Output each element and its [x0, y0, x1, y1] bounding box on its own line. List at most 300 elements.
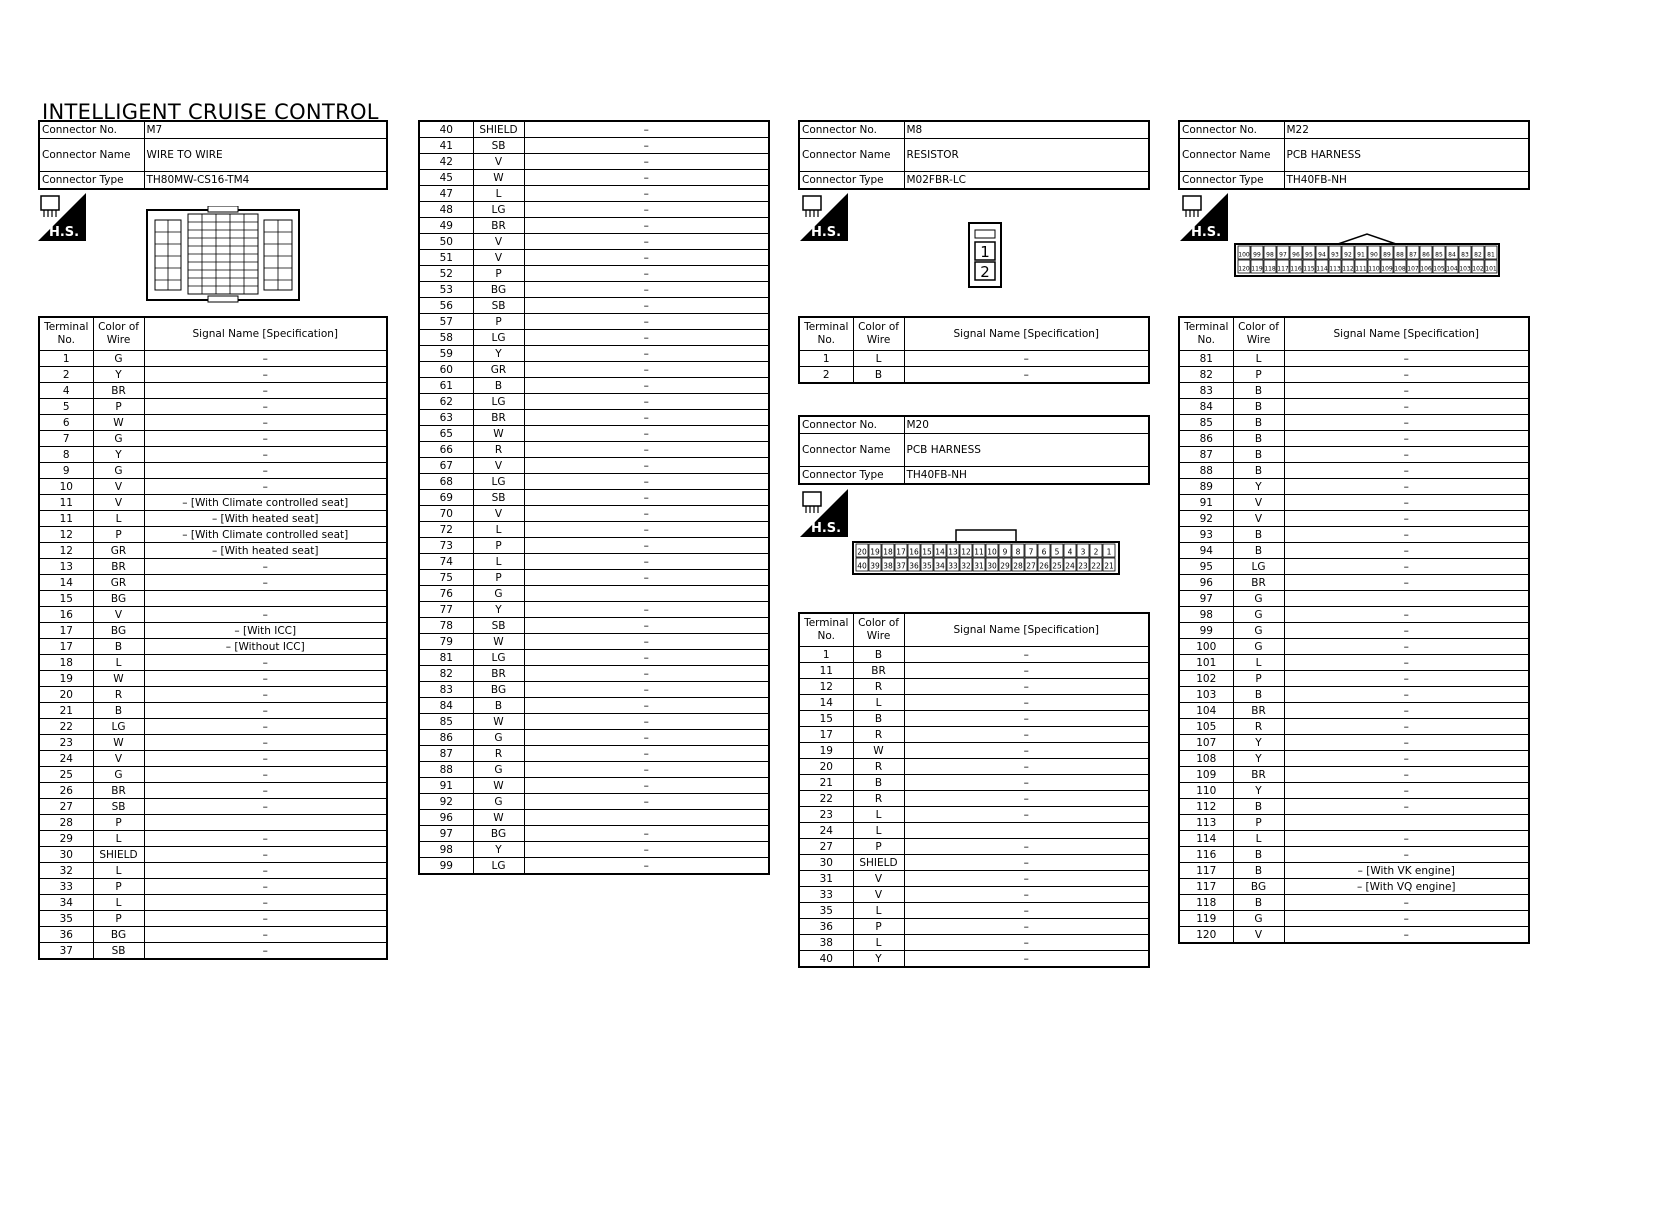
connector-pin-label: 14	[935, 547, 945, 557]
table-row	[799, 839, 1149, 855]
terminal-no-cell: 14	[799, 695, 853, 711]
signal-name-cell: –	[524, 778, 769, 794]
wire-color-cell: L	[1233, 351, 1284, 367]
terminal-no-cell: 12	[799, 679, 853, 695]
wire-color-cell: V	[853, 871, 904, 887]
signal-name-cell: –	[144, 431, 387, 447]
m22-terminal-rows	[1179, 351, 1529, 944]
signal-name-cell: –	[904, 919, 1149, 935]
table-row	[419, 778, 769, 794]
terminal-no-cell: 33	[39, 879, 93, 895]
connector-pin-label: 7	[1028, 547, 1034, 557]
connector-pin-label: 11	[974, 547, 984, 557]
connector-pin-label: 82	[1474, 251, 1482, 259]
m7-terminal-rows	[39, 351, 387, 960]
signal-name-cell: –	[524, 121, 769, 138]
wire-color-cell: SB	[93, 943, 144, 960]
connector-pin-label: 22	[1091, 561, 1101, 571]
table-row	[1179, 527, 1529, 543]
terminal-no-cell: 87	[419, 746, 473, 762]
signal-name-cell: –	[1284, 447, 1529, 463]
table-row	[799, 743, 1149, 759]
wire-color-cell: L	[853, 823, 904, 839]
signal-name-cell: –	[904, 695, 1149, 711]
wire-color-cell: P	[93, 815, 144, 831]
signal-name-cell: –	[144, 399, 387, 415]
table-row	[419, 474, 769, 490]
table-row	[39, 527, 387, 543]
wire-color-cell: R	[93, 687, 144, 703]
m7-continued-panel	[418, 120, 770, 875]
signal-name-cell: –	[144, 927, 387, 943]
terminal-no-cell: 69	[419, 490, 473, 506]
m7-terminal-table	[38, 316, 388, 960]
wire-color-cell: L	[1233, 831, 1284, 847]
terminal-no-cell: 85	[419, 714, 473, 730]
table-row	[419, 138, 769, 154]
terminal-no-cell: 7	[39, 431, 93, 447]
signal-name-cell: –	[144, 703, 387, 719]
terminal-no-cell: 10	[39, 479, 93, 495]
wire-color-cell: BR	[473, 218, 524, 234]
wire-color-cell: LG	[1233, 559, 1284, 575]
connector-pin-label: 3	[1080, 547, 1086, 557]
table-row	[419, 586, 769, 602]
terminal-no-cell: 61	[419, 378, 473, 394]
signal-name-cell: –	[524, 714, 769, 730]
m8-connector-no: M8	[904, 121, 1149, 139]
table-row	[419, 842, 769, 858]
signal-name-cell: –	[524, 666, 769, 682]
signal-name-cell: –	[144, 831, 387, 847]
signal-name-cell: –	[1284, 463, 1529, 479]
wire-color-cell: B	[1233, 431, 1284, 447]
terminal-no-cell: 18	[39, 655, 93, 671]
svg-text:H.S.: H.S.	[48, 225, 80, 240]
table-row	[799, 935, 1149, 951]
connector-pin-label: 23	[1078, 561, 1088, 571]
wire-color-cell: V	[473, 234, 524, 250]
connector-pin-label: 31	[974, 561, 984, 571]
table-row	[419, 698, 769, 714]
color-of-wire-header: Color of Wire	[853, 613, 904, 647]
m20-terminal-rows	[799, 647, 1149, 968]
connector-pin-label: 81	[1487, 251, 1495, 259]
wire-color-cell: G	[93, 463, 144, 479]
signal-name-cell: –	[1284, 575, 1529, 591]
table-row	[419, 650, 769, 666]
terminal-no-cell: 74	[419, 554, 473, 570]
wire-color-cell: SB	[473, 490, 524, 506]
signal-name-cell: –	[524, 842, 769, 858]
table-row	[1179, 511, 1529, 527]
wire-color-cell: LG	[473, 858, 524, 875]
connector-pin-label: 120	[1238, 265, 1250, 273]
terminal-no-cell: 78	[419, 618, 473, 634]
svg-text:H.S.: H.S.	[1190, 225, 1222, 240]
signal-name-cell	[144, 591, 387, 607]
terminal-no-cell: 23	[39, 735, 93, 751]
signal-name-cell: –	[904, 367, 1149, 384]
connector-pin-label: 27	[1026, 561, 1036, 571]
signal-name-cell: –	[144, 767, 387, 783]
table-row	[419, 826, 769, 842]
wire-color-cell: Y	[1233, 783, 1284, 799]
table-row	[799, 775, 1149, 791]
signal-name-cell: –	[144, 879, 387, 895]
table-row	[419, 330, 769, 346]
signal-name-cell: –	[144, 719, 387, 735]
terminal-no-cell: 107	[1179, 735, 1233, 751]
terminal-no-cell: 35	[39, 911, 93, 927]
terminal-no-cell: 75	[419, 570, 473, 586]
terminal-no-cell: 93	[1179, 527, 1233, 543]
table-row	[419, 858, 769, 875]
signal-name-cell: –	[1284, 559, 1529, 575]
table-row	[1179, 623, 1529, 639]
wire-color-cell: L	[853, 807, 904, 823]
m20-info-table	[798, 415, 1150, 485]
table-row	[1179, 383, 1529, 399]
table-row	[419, 426, 769, 442]
wire-color-cell: B	[853, 367, 904, 384]
terminal-no-cell: 35	[799, 903, 853, 919]
wire-color-cell: Y	[1233, 479, 1284, 495]
terminal-no-cell: 17	[799, 727, 853, 743]
table-row	[799, 855, 1149, 871]
connector-pin-label: 85	[1435, 251, 1443, 259]
terminal-no-cell: 57	[419, 314, 473, 330]
table-row	[1179, 911, 1529, 927]
signal-name-cell: –	[524, 250, 769, 266]
connector-pin-label: 20	[857, 547, 867, 557]
connector-pin-label: 102	[1472, 265, 1484, 273]
m22-terminal-panel	[1178, 316, 1530, 944]
m8-terminal-panel	[798, 316, 1150, 384]
wire-color-cell: G	[473, 586, 524, 602]
signal-name-cell: –	[144, 751, 387, 767]
table-row	[1179, 591, 1529, 607]
wire-color-cell: P	[473, 570, 524, 586]
terminal-no-cell: 84	[419, 698, 473, 714]
wire-color-cell: BR	[93, 783, 144, 799]
table-row	[419, 522, 769, 538]
terminal-no-cell: 96	[419, 810, 473, 826]
signal-name-cell: – [With heated seat]	[144, 543, 387, 559]
signal-name-cell: –	[524, 762, 769, 778]
connector-pin-label: 105	[1433, 265, 1445, 273]
signal-name-cell: –	[904, 711, 1149, 727]
wire-color-cell: G	[93, 351, 144, 367]
connector-pin-label: 91	[1357, 251, 1365, 259]
table-row	[419, 602, 769, 618]
terminal-no-cell: 14	[39, 575, 93, 591]
wire-color-cell: W	[473, 810, 524, 826]
signal-name-cell: –	[524, 570, 769, 586]
signal-name-cell: –	[1284, 911, 1529, 927]
wire-color-cell: V	[473, 250, 524, 266]
table-row	[1179, 479, 1529, 495]
signal-name-cell	[524, 810, 769, 826]
signal-name-cell: –	[524, 618, 769, 634]
terminal-no-cell: 98	[419, 842, 473, 858]
signal-name-cell: –	[904, 903, 1149, 919]
terminal-no-cell: 102	[1179, 671, 1233, 687]
signal-name-cell: –	[144, 463, 387, 479]
table-row	[419, 234, 769, 250]
terminal-no-cell: 86	[1179, 431, 1233, 447]
wire-color-cell: Y	[473, 602, 524, 618]
terminal-no-cell: 108	[1179, 751, 1233, 767]
wire-color-cell: GR	[93, 543, 144, 559]
table-row	[419, 154, 769, 170]
wire-color-cell: P	[853, 919, 904, 935]
table-row	[1179, 687, 1529, 703]
table-row	[1179, 783, 1529, 799]
signal-name-cell: –	[904, 743, 1149, 759]
signal-name-cell	[144, 815, 387, 831]
connector-pin-label: 101	[1485, 265, 1497, 273]
table-row	[1179, 863, 1529, 879]
wire-color-cell: R	[1233, 719, 1284, 735]
table-row	[1179, 879, 1529, 895]
m22-terminal-table	[1178, 316, 1530, 944]
terminal-no-cell: 32	[39, 863, 93, 879]
connector-pin-label: 114	[1316, 265, 1328, 273]
connector-pin-label: 94	[1318, 251, 1326, 259]
signal-name-cell: –	[904, 775, 1149, 791]
wire-color-cell: P	[93, 879, 144, 895]
table-row	[1179, 895, 1529, 911]
terminal-no-cell: 79	[419, 634, 473, 650]
table-row	[1179, 847, 1529, 863]
connector-pin-label: 86	[1422, 251, 1430, 259]
table-row	[419, 346, 769, 362]
connector-pin-label: 109	[1381, 265, 1393, 273]
connector-pin-label: 21	[1104, 561, 1114, 571]
wire-color-cell: SB	[93, 799, 144, 815]
table-row	[799, 903, 1149, 919]
harness-side-icon	[800, 193, 848, 241]
signal-name-cell: –	[904, 791, 1149, 807]
signal-name-cell: –	[904, 647, 1149, 663]
terminal-no-cell: 89	[1179, 479, 1233, 495]
table-row	[1179, 399, 1529, 415]
terminal-no-cell: 41	[419, 138, 473, 154]
terminal-no-cell: 68	[419, 474, 473, 490]
signal-name-cell: –	[1284, 671, 1529, 687]
table-row	[39, 687, 387, 703]
wire-color-cell: B	[1233, 383, 1284, 399]
signal-name-cell: –	[904, 759, 1149, 775]
connector-pin-label: 6	[1041, 547, 1047, 557]
signal-name-cell: – [With Climate controlled seat]	[144, 495, 387, 511]
signal-name-cell: –	[1284, 751, 1529, 767]
signal-name-cell: – [With ICC]	[144, 623, 387, 639]
signal-name-cell: –	[524, 490, 769, 506]
signal-name-cell: –	[524, 458, 769, 474]
wire-color-cell: G	[1233, 591, 1284, 607]
table-row	[1179, 543, 1529, 559]
wire-color-cell: SB	[473, 138, 524, 154]
signal-name-cell: –	[1284, 495, 1529, 511]
signal-name-cell: –	[524, 410, 769, 426]
signal-name-cell: –	[144, 367, 387, 383]
table-row	[39, 447, 387, 463]
wire-color-cell: G	[93, 431, 144, 447]
signal-name-cell: –	[1284, 687, 1529, 703]
wire-color-cell: L	[93, 655, 144, 671]
connector-pin-label: 107	[1407, 265, 1419, 273]
signal-name-cell: –	[144, 943, 387, 960]
table-row	[39, 479, 387, 495]
wire-color-cell: SB	[473, 618, 524, 634]
wire-color-cell: P	[93, 911, 144, 927]
wire-color-cell: BG	[473, 282, 524, 298]
signal-name-cell: –	[904, 351, 1149, 367]
terminal-no-cell: 62	[419, 394, 473, 410]
m20-terminal-panel	[798, 612, 1150, 968]
connector-pin-label: 19	[870, 547, 880, 557]
terminal-no-cell: 110	[1179, 783, 1233, 799]
connector-pin-label: 83	[1461, 251, 1469, 259]
signal-name-cell: –	[1284, 367, 1529, 383]
table-row	[39, 415, 387, 431]
signal-name-cell: –	[1284, 431, 1529, 447]
wire-color-cell: G	[1233, 639, 1284, 655]
signal-name-cell: –	[1284, 415, 1529, 431]
table-row	[799, 679, 1149, 695]
table-row	[1179, 447, 1529, 463]
wire-color-cell: L	[473, 186, 524, 202]
connector-pin-label: 2	[1093, 547, 1099, 557]
table-row	[799, 919, 1149, 935]
table-row	[39, 895, 387, 911]
wire-color-cell: P	[1233, 367, 1284, 383]
terminal-no-cell: 58	[419, 330, 473, 346]
wire-color-cell: B	[1233, 527, 1284, 543]
terminal-no-cell: 91	[1179, 495, 1233, 511]
table-row	[39, 799, 387, 815]
table-row	[1179, 367, 1529, 383]
connector-pin-label: 89	[1383, 251, 1391, 259]
terminal-no-cell: 16	[39, 607, 93, 623]
signal-name-cell: –	[524, 298, 769, 314]
terminal-no-cell: 63	[419, 410, 473, 426]
signal-name-cell: –	[524, 554, 769, 570]
connector-pin-label: 1	[1106, 547, 1112, 557]
connector-pin-label: 10	[987, 547, 997, 557]
table-row	[39, 639, 387, 655]
table-row	[39, 431, 387, 447]
signal-name-cell: –	[144, 479, 387, 495]
terminal-no-cell: 82	[1179, 367, 1233, 383]
wire-color-cell: V	[473, 154, 524, 170]
table-row	[1179, 607, 1529, 623]
signal-name-cell: –	[524, 442, 769, 458]
terminal-no-cell: 36	[799, 919, 853, 935]
terminal-no-cell: 50	[419, 234, 473, 250]
terminal-no-cell: 84	[1179, 399, 1233, 415]
terminal-no-cell: 4	[39, 383, 93, 399]
signal-name-cell: –	[144, 895, 387, 911]
table-row	[419, 810, 769, 826]
m8-terminal-table	[798, 316, 1150, 384]
terminal-no-cell: 11	[39, 495, 93, 511]
signal-name-cell: –	[524, 858, 769, 875]
table-row	[799, 951, 1149, 968]
terminal-no-cell: 81	[419, 650, 473, 666]
wire-color-cell: W	[473, 170, 524, 186]
m7-info-table	[38, 120, 388, 190]
wire-color-cell: L	[473, 554, 524, 570]
terminal-no-cell: 72	[419, 522, 473, 538]
wire-color-cell: V	[473, 458, 524, 474]
connector-pin-label: 18	[883, 547, 893, 557]
wire-color-cell: G	[473, 794, 524, 810]
wire-color-cell: BR	[1233, 703, 1284, 719]
color-of-wire-header: Color of Wire	[93, 317, 144, 351]
terminal-no-cell: 73	[419, 538, 473, 554]
connector-pin-label: 90	[1370, 251, 1378, 259]
table-row	[419, 121, 769, 138]
terminal-no-cell: 101	[1179, 655, 1233, 671]
harness-side-icon	[800, 489, 848, 537]
wire-color-cell: BG	[1233, 879, 1284, 895]
table-row	[1179, 639, 1529, 655]
signal-name-cell: – [With heated seat]	[144, 511, 387, 527]
connector-type-label: Connector Type	[799, 172, 904, 190]
m8-connector-type: M02FBR-LC	[904, 172, 1149, 190]
terminal-no-cell: 1	[799, 351, 853, 367]
table-row	[39, 511, 387, 527]
m7-connector-name: WIRE TO WIRE	[144, 139, 387, 172]
terminal-no-cell: 17	[39, 639, 93, 655]
signal-name-cell: –	[144, 863, 387, 879]
terminal-no-cell: 105	[1179, 719, 1233, 735]
connector-pin-label: 100	[1238, 251, 1250, 259]
wire-color-cell: LG	[473, 202, 524, 218]
connector-pin-label: 117	[1277, 265, 1289, 273]
signal-name-cell: –	[1284, 927, 1529, 944]
signal-name-cell: –	[1284, 399, 1529, 415]
wire-color-cell: B	[1233, 447, 1284, 463]
wire-color-cell: GR	[473, 362, 524, 378]
signal-name-cell: –	[1284, 479, 1529, 495]
signal-name-cell: –	[524, 522, 769, 538]
terminal-no-cell: 99	[419, 858, 473, 875]
svg-text:H.S.: H.S.	[810, 521, 842, 536]
table-row	[1179, 495, 1529, 511]
terminal-no-cell: 70	[419, 506, 473, 522]
terminal-no-cell: 53	[419, 282, 473, 298]
terminal-no-cell: 19	[39, 671, 93, 687]
wire-color-cell: L	[473, 522, 524, 538]
signal-name-cell: –	[144, 607, 387, 623]
table-row	[419, 218, 769, 234]
terminal-no-cell: 24	[799, 823, 853, 839]
table-row	[419, 314, 769, 330]
signal-name-cell	[524, 586, 769, 602]
connector-name-label: Connector Name	[1179, 139, 1284, 172]
m7-connector-face	[146, 206, 300, 304]
table-row	[419, 634, 769, 650]
table-row	[799, 727, 1149, 743]
connector-pin-label: 9	[1002, 547, 1008, 557]
terminal-no-cell: 1	[39, 351, 93, 367]
connector-pin-label: 92	[1344, 251, 1352, 259]
wire-color-cell: BR	[473, 666, 524, 682]
